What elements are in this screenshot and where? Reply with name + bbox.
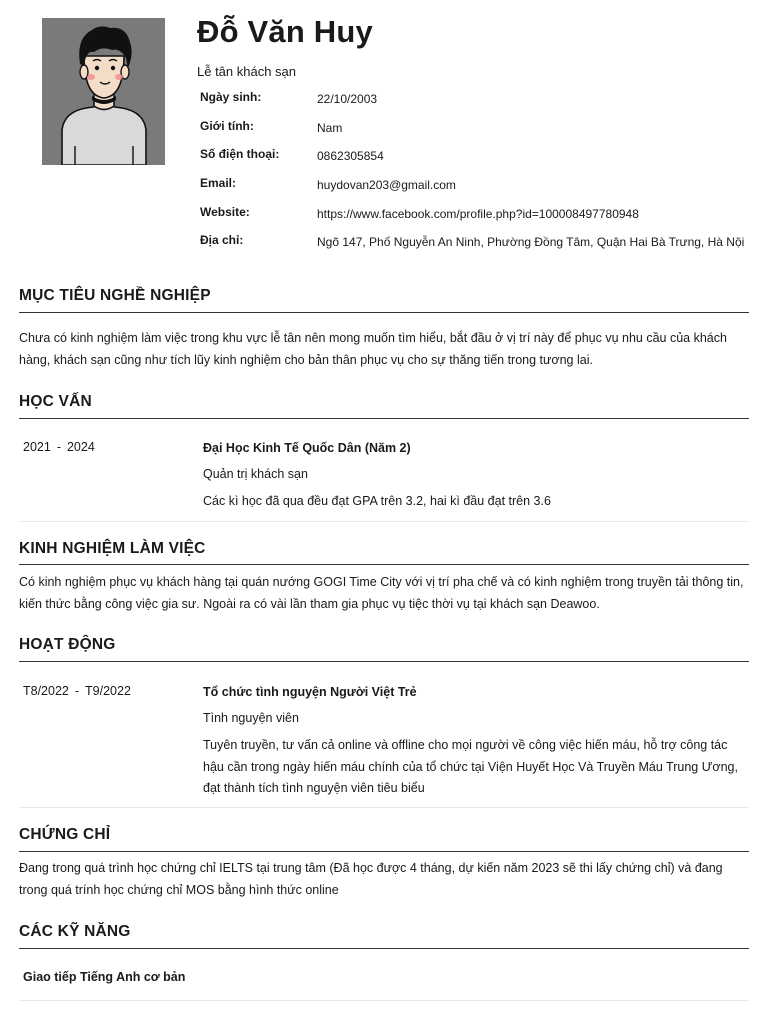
section-heading-certificates: CHỨNG CHỈ — [19, 826, 111, 843]
skill-item: Giao tiếp Tiếng Anh cơ bản — [23, 970, 186, 984]
section-divider — [19, 851, 749, 852]
major: Quản trị khách sạn — [203, 467, 308, 481]
section-divider — [19, 312, 749, 313]
info-label: Ngày sinh: — [200, 90, 262, 104]
person-illustration-icon — [42, 18, 165, 165]
education-entry — [203, 439, 743, 513]
section-heading-education: HỌC VẤN — [19, 393, 92, 410]
certificates-text: Đang trong quá trình học chứng chỉ IELTS tại trung tâm (Đã học được 4 tháng, dự kiến năm 2023 sẽ thi lấy chứng chỉ) và đang trong quá trính học chứng chỉ MOS bằng hình thức online — [19, 861, 723, 897]
activity-entry — [203, 683, 743, 800]
section-heading-activities: HOẠT ĐỘNG — [19, 636, 116, 653]
period-end: 2024 — [66, 440, 95, 454]
experience-text: Có kinh nghiệm phục vụ khách hàng tại quán nướng GOGI Time City với vị trí pha chế và có kinh nghiệm trong truyền tải thông tin, kiến thức bằng công việc gia sư. Ngoài ra có vài lần tham gia phục vụ tiệc thời vụ tại khách sạn Deawoo. — [19, 575, 744, 611]
candidate-name: Đỗ Văn Huy — [197, 14, 373, 49]
email-link[interactable]: huydovan203@gmail.com — [317, 178, 456, 192]
info-value: Ngõ 147, Phố Nguyễn An Ninh, Phường Đồng Tâm, Quận Hai Bà Trưng, Hà Nội — [317, 235, 745, 249]
info-value: 0862305854 — [317, 149, 384, 163]
info-row-website — [200, 205, 760, 225]
info-label: Website: — [200, 205, 250, 219]
info-row-phone — [200, 147, 760, 167]
website-link[interactable]: https://www.facebook.com/profile.php?id=100008497780948 — [317, 207, 639, 221]
section-heading-experience: KINH NGHIỆM LÀM VIỆC — [19, 540, 206, 557]
job-title: Lễ tân khách sạn — [197, 64, 297, 79]
activity-period — [23, 684, 131, 698]
info-row-address — [200, 233, 760, 253]
entry-divider — [19, 521, 749, 522]
info-label: Số điện thoại: — [200, 147, 280, 161]
period-start: 2021 — [23, 440, 51, 454]
activity-description: Tuyên truyền, tư vấn cả online và offline cho mọi người về công việc hiến máu, hỗ trợ công tác hậu cần trong ngày hiến máu chính của tổ chức tại Viện Huyết Học Và Truyền Máu Trung Ương, đạt thành tích tình nguyện viên tiêu biểu — [203, 738, 738, 795]
activity-role: Tình nguyện viên — [203, 711, 299, 725]
period-end: T9/2022 — [85, 684, 131, 698]
school-name: Đại Học Kinh Tế Quốc Dân (Năm 2) — [203, 441, 411, 455]
education-period — [23, 440, 95, 454]
info-label: Địa chỉ: — [200, 233, 244, 247]
info-row-email — [200, 176, 760, 196]
entry-divider — [19, 807, 749, 808]
period-start: T8/2022 — [23, 684, 69, 698]
organization-name: Tổ chức tình nguyện Người Việt Trẻ — [203, 685, 417, 699]
avatar — [42, 18, 165, 165]
info-value: Nam — [317, 121, 343, 135]
info-label: Email: — [200, 176, 237, 190]
info-row-gender — [200, 119, 760, 139]
education-description: Các kì học đã qua đều đạt GPA trên 3.2, hai kì đầu đạt trên 3.6 — [203, 494, 551, 508]
period-separator: - — [74, 684, 80, 698]
info-row-birthdate — [200, 90, 760, 110]
section-divider — [19, 948, 749, 949]
section-divider — [19, 661, 749, 662]
info-label: Giới tính: — [200, 119, 254, 133]
section-heading-objective: MỤC TIÊU NGHỀ NGHIỆP — [19, 287, 211, 304]
section-heading-skills: CÁC KỸ NĂNG — [19, 923, 131, 940]
section-divider — [19, 418, 749, 419]
section-divider — [19, 564, 749, 565]
entry-divider — [19, 1000, 749, 1001]
period-separator: - — [56, 440, 61, 454]
objective-text: Chưa có kinh nghiệm làm việc trong khu vực lễ tân nên mong muốn tìm hiểu, bắt đầu ở vị trí này để phục vụ nhu cầu của khách hàng, khách sạn cũng như tích lũy kinh nghiệm cho bản thân phục vụ cho sự thăng tiến trong tương lai. — [19, 331, 727, 367]
info-value: 22/10/2003 — [317, 92, 378, 106]
